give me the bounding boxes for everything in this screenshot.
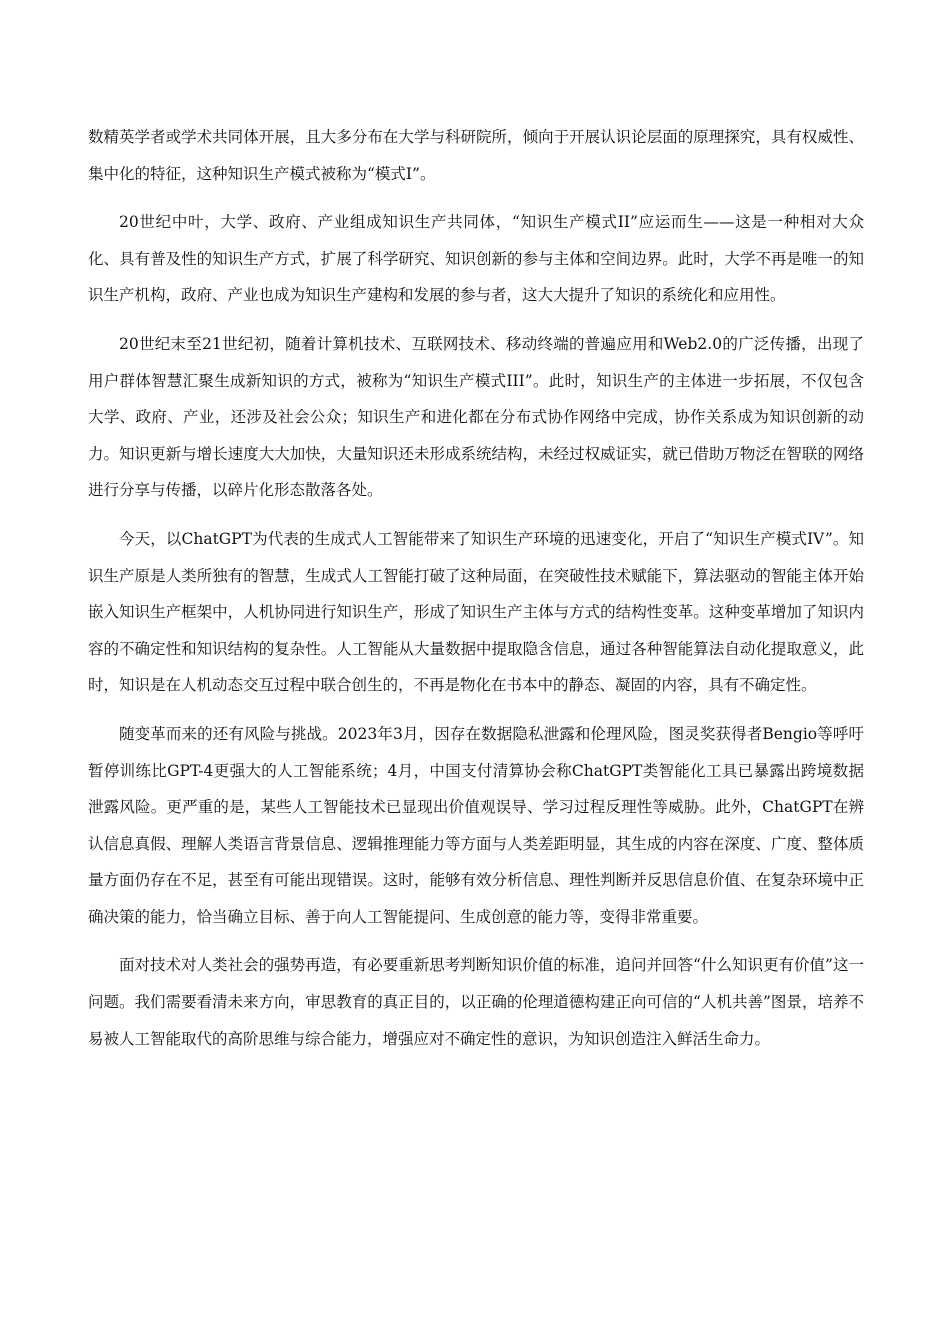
paragraph-risks-challenges: 随变革而来的还有风险与挑战。2023年3月，因存在数据隐私泄露和伦理风险，图灵奖获得者Bengio等呼吁暂停训练比GPT-4更强大的人工智能系统；4月，中国支付清算协会称ChatGPT类智能化工具已暴露出跨境数据泄露风险。更严重的是，某些人工智能技术已显现出价值观误导、学习过程反理性等威胁。此外，ChatGPT在辨认信息真假、理解人类语言背景信息、逻辑推理能力等方面与人类差距明显，其生成的内容在深度、广度、整体质量方面仍存在不足，甚至有可能出现错误。这时，能够有效分析信息、理性判断并反思信息价值、在复杂环境中正确决策的能力，恰当确立目标、善于向人工智能提问、生成创意的能力等，变得非常重要。 <box>88 724 864 926</box>
paragraph-mode-ii: 20世纪中叶，大学、政府、产业组成知识生产共同体，“知识生产模式II”应运而生——这是一种相对大众化、具有普及性的知识生产方式，扩展了科学研究、知识创新的参与主体和空间边界。此时，大学不再是唯一的知识生产机构，政府、产业也成为知识生产建构和发展的参与者，这大大提升了知识的系统化和应用性。 <box>88 213 864 305</box>
article-body <box>88 119 864 1069</box>
paragraph-continuation: 数精英学者或学术共同体开展，且大多分布在大学与科研院所，倾向于开展认识论层面的原理探究，具有权威性、集中化的特征，这种知识生产模式被称为“模式I”。 <box>88 128 864 183</box>
paragraph-conclusion: 面对技术对人类社会的强势再造，有必要重新思考判断知识价值的标准，追问并回答“什么知识更有价值”这一问题。我们需要看清未来方向，审思教育的真正目的，以正确的伦理道德构建正向可信的“人机共善”图景，培养不易被人工智能取代的高阶思维与综合能力，增强应对不确定性的意识，为知识创造注入鲜活生命力。 <box>88 956 864 1048</box>
paragraph-mode-iii: 20世纪末至21世纪初，随着计算机技术、互联网技术、移动终端的普遍应用和Web2.0的广泛传播，出现了用户群体智慧汇聚生成新知识的方式，被称为“知识生产模式III”。此时，知识生产的主体进一步拓展，不仅包含大学、政府、产业，还涉及社会公众；知识生产和进化都在分布式协作网络中完成，协作关系成为知识创新的动力。知识更新与增长速度大大加快，大量知识还未形成系统结构，未经过权威证实，就已借助万物泛在智联的网络进行分享与传播，以碎片化形态散落各处。 <box>88 334 864 500</box>
paragraph-mode-iv: 今天，以ChatGPT为代表的生成式人工智能带来了知识生产环境的迅速变化，开启了“知识生产模式IV”。知识生产原是人类所独有的智慧，生成式人工智能打破了这种局面，在突破性技术赋能下，算法驱动的智能主体开始嵌入知识生产框架中，人机协同进行知识生产，形成了知识生产主体与方式的结构性变革。这种变革增加了知识内容的不确定性和知识结构的复杂性。人工智能从大量数据中提取隐含信息，通过各种智能算法自动化提取意义，此时，知识是在人机动态交互过程中联合创生的，不再是物化在书本中的静态、凝固的内容，具有不确定性。 <box>88 529 864 695</box>
